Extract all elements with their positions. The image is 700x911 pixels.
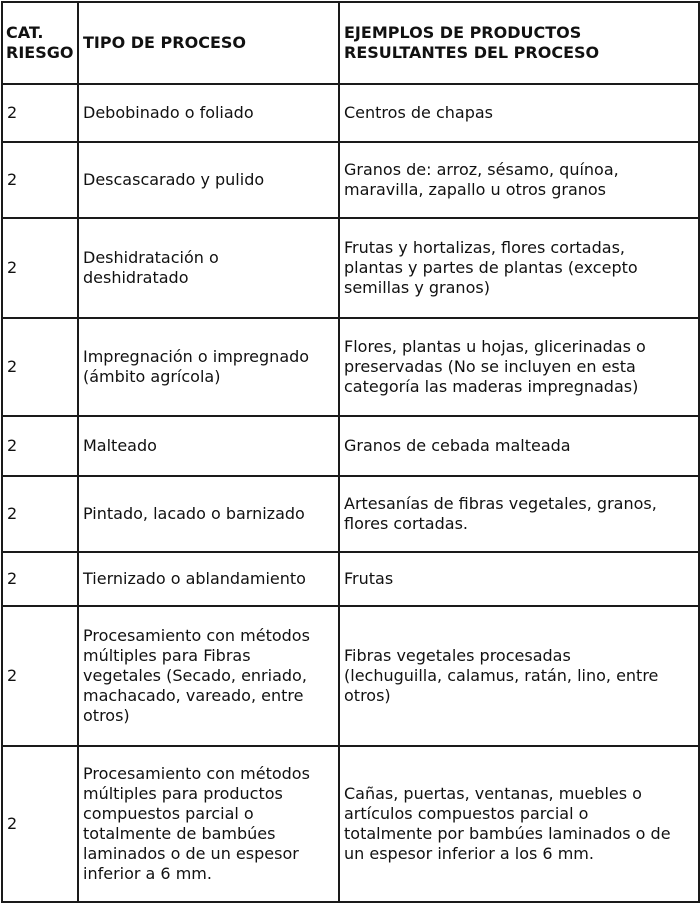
table-row (2, 746, 699, 902)
cell-ejemplos (339, 218, 699, 318)
cell-text-line: Artesanías de fibras vegetales, granos, (344, 494, 657, 513)
cell-ejemplos (339, 552, 699, 606)
cell-text-line: Centros de chapas (344, 103, 493, 122)
cell-text-line: plantas y partes de plantas (excepto (344, 258, 638, 277)
cell-text-line: Pintado, lacado o barnizado (83, 504, 305, 523)
cell-text-line: múltiples para productos (83, 784, 283, 803)
cell-text-line: Flores, plantas u hojas, glicerinadas o (344, 337, 646, 356)
cell-cat-riesgo: 2 (2, 84, 78, 142)
cell-text-line: vegetales (Secado, enriado, (83, 666, 307, 685)
cell-text-line: Tiernizado o ablandamiento (83, 569, 306, 588)
cell-text-line: Frutas y hortalizas, flores cortadas, (344, 238, 625, 257)
table-row (2, 416, 699, 476)
cell-tipo-proceso (78, 746, 339, 902)
table-row (2, 84, 699, 142)
cell-text-line: semillas y granos) (344, 278, 490, 297)
cell-text-line: Descascarado y pulido (83, 170, 265, 189)
cell-cat-riesgo: 2 (2, 218, 78, 318)
cell-text-line: deshidratado (83, 268, 189, 287)
cell-tipo-proceso (78, 476, 339, 552)
header-row (2, 2, 699, 84)
cell-text-line: Malteado (83, 436, 157, 455)
cell-text-line: machacado, vareado, entre (83, 686, 304, 705)
cell-ejemplos (339, 606, 699, 746)
table-row (2, 606, 699, 746)
cell-text-line: totalmente de bambúes (83, 824, 276, 843)
cell-ejemplos (339, 416, 699, 476)
cell-cat-riesgo: 2 (2, 416, 78, 476)
cell-ejemplos (339, 476, 699, 552)
cell-tipo-proceso (78, 218, 339, 318)
header-cat-line1: CAT. (6, 23, 44, 42)
cell-cat-riesgo: 2 (2, 142, 78, 218)
cell-ejemplos (339, 142, 699, 218)
cell-tipo-proceso (78, 142, 339, 218)
cell-text-line: flores cortadas. (344, 514, 468, 533)
cell-text-line: Debobinado o foliado (83, 103, 254, 122)
cell-text-line: (lechuguilla, calamus, ratán, lino, entre (344, 666, 659, 685)
cell-ejemplos (339, 84, 699, 142)
table-row (2, 218, 699, 318)
cell-text-line: otros) (344, 686, 391, 705)
cell-text-line: Cañas, puertas, ventanas, muebles o (344, 784, 642, 803)
cell-text-line: artículos compuestos parcial o (344, 804, 589, 823)
cell-text-line: múltiples para Fibras (83, 646, 251, 665)
cell-tipo-proceso (78, 552, 339, 606)
cell-tipo-proceso (78, 606, 339, 746)
cell-text-line: Frutas (344, 569, 394, 588)
cell-text-line: maravilla, zapallo u otros granos (344, 180, 607, 199)
cell-text-line: Impregnación o impregnado (83, 347, 310, 366)
cell-ejemplos (339, 746, 699, 902)
cell-text-line: Fibras vegetales procesadas (344, 646, 571, 665)
cell-tipo-proceso (78, 84, 339, 142)
cell-cat-riesgo: 2 (2, 746, 78, 902)
cell-text-line: laminados o de un espesor (83, 844, 299, 863)
cell-text-line: Procesamiento con métodos (83, 764, 310, 783)
header-ejemplos-line2: RESULTANTES DEL PROCESO (344, 43, 600, 62)
table-row (2, 476, 699, 552)
table-row (2, 318, 699, 416)
cell-text-line: totalmente por bambúes laminados o de (344, 824, 671, 843)
cell-tipo-proceso (78, 416, 339, 476)
cell-text-line: Deshidratación o (83, 248, 219, 267)
cell-text-line: compuestos parcial o (83, 804, 254, 823)
cell-cat-riesgo: 2 (2, 606, 78, 746)
table-row (2, 552, 699, 606)
header-tipo-label: TIPO DE PROCESO (83, 33, 246, 52)
cell-text-line: Granos de cebada malteada (344, 436, 571, 455)
cell-text-line: un espesor inferior a los 6 mm. (344, 844, 594, 863)
table-row (2, 142, 699, 218)
header-ejemplos-line1: EJEMPLOS DE PRODUCTOS (344, 23, 582, 42)
cell-text-line: (ámbito agrícola) (83, 367, 221, 386)
cell-tipo-proceso (78, 318, 339, 416)
cell-cat-riesgo: 2 (2, 476, 78, 552)
process-table (1, 1, 700, 903)
cell-text-line: preservadas (No se incluyen en esta (344, 357, 636, 376)
cell-text-line: Granos de: arroz, sésamo, quínoa, (344, 160, 619, 179)
cell-ejemplos (339, 318, 699, 416)
header-ejemplos (339, 2, 699, 84)
header-cat-riesgo (2, 2, 78, 84)
cell-text-line: otros) (83, 706, 130, 725)
header-cat-line2: RIESGO (6, 43, 74, 62)
cell-text-line: Procesamiento con métodos (83, 626, 310, 645)
header-tipo-proceso (78, 2, 339, 84)
cell-cat-riesgo: 2 (2, 318, 78, 416)
cell-cat-riesgo: 2 (2, 552, 78, 606)
cell-text-line: categoría las maderas impregnadas) (344, 377, 639, 396)
table-body (2, 84, 699, 902)
cell-text-line: inferior a 6 mm. (83, 864, 212, 883)
